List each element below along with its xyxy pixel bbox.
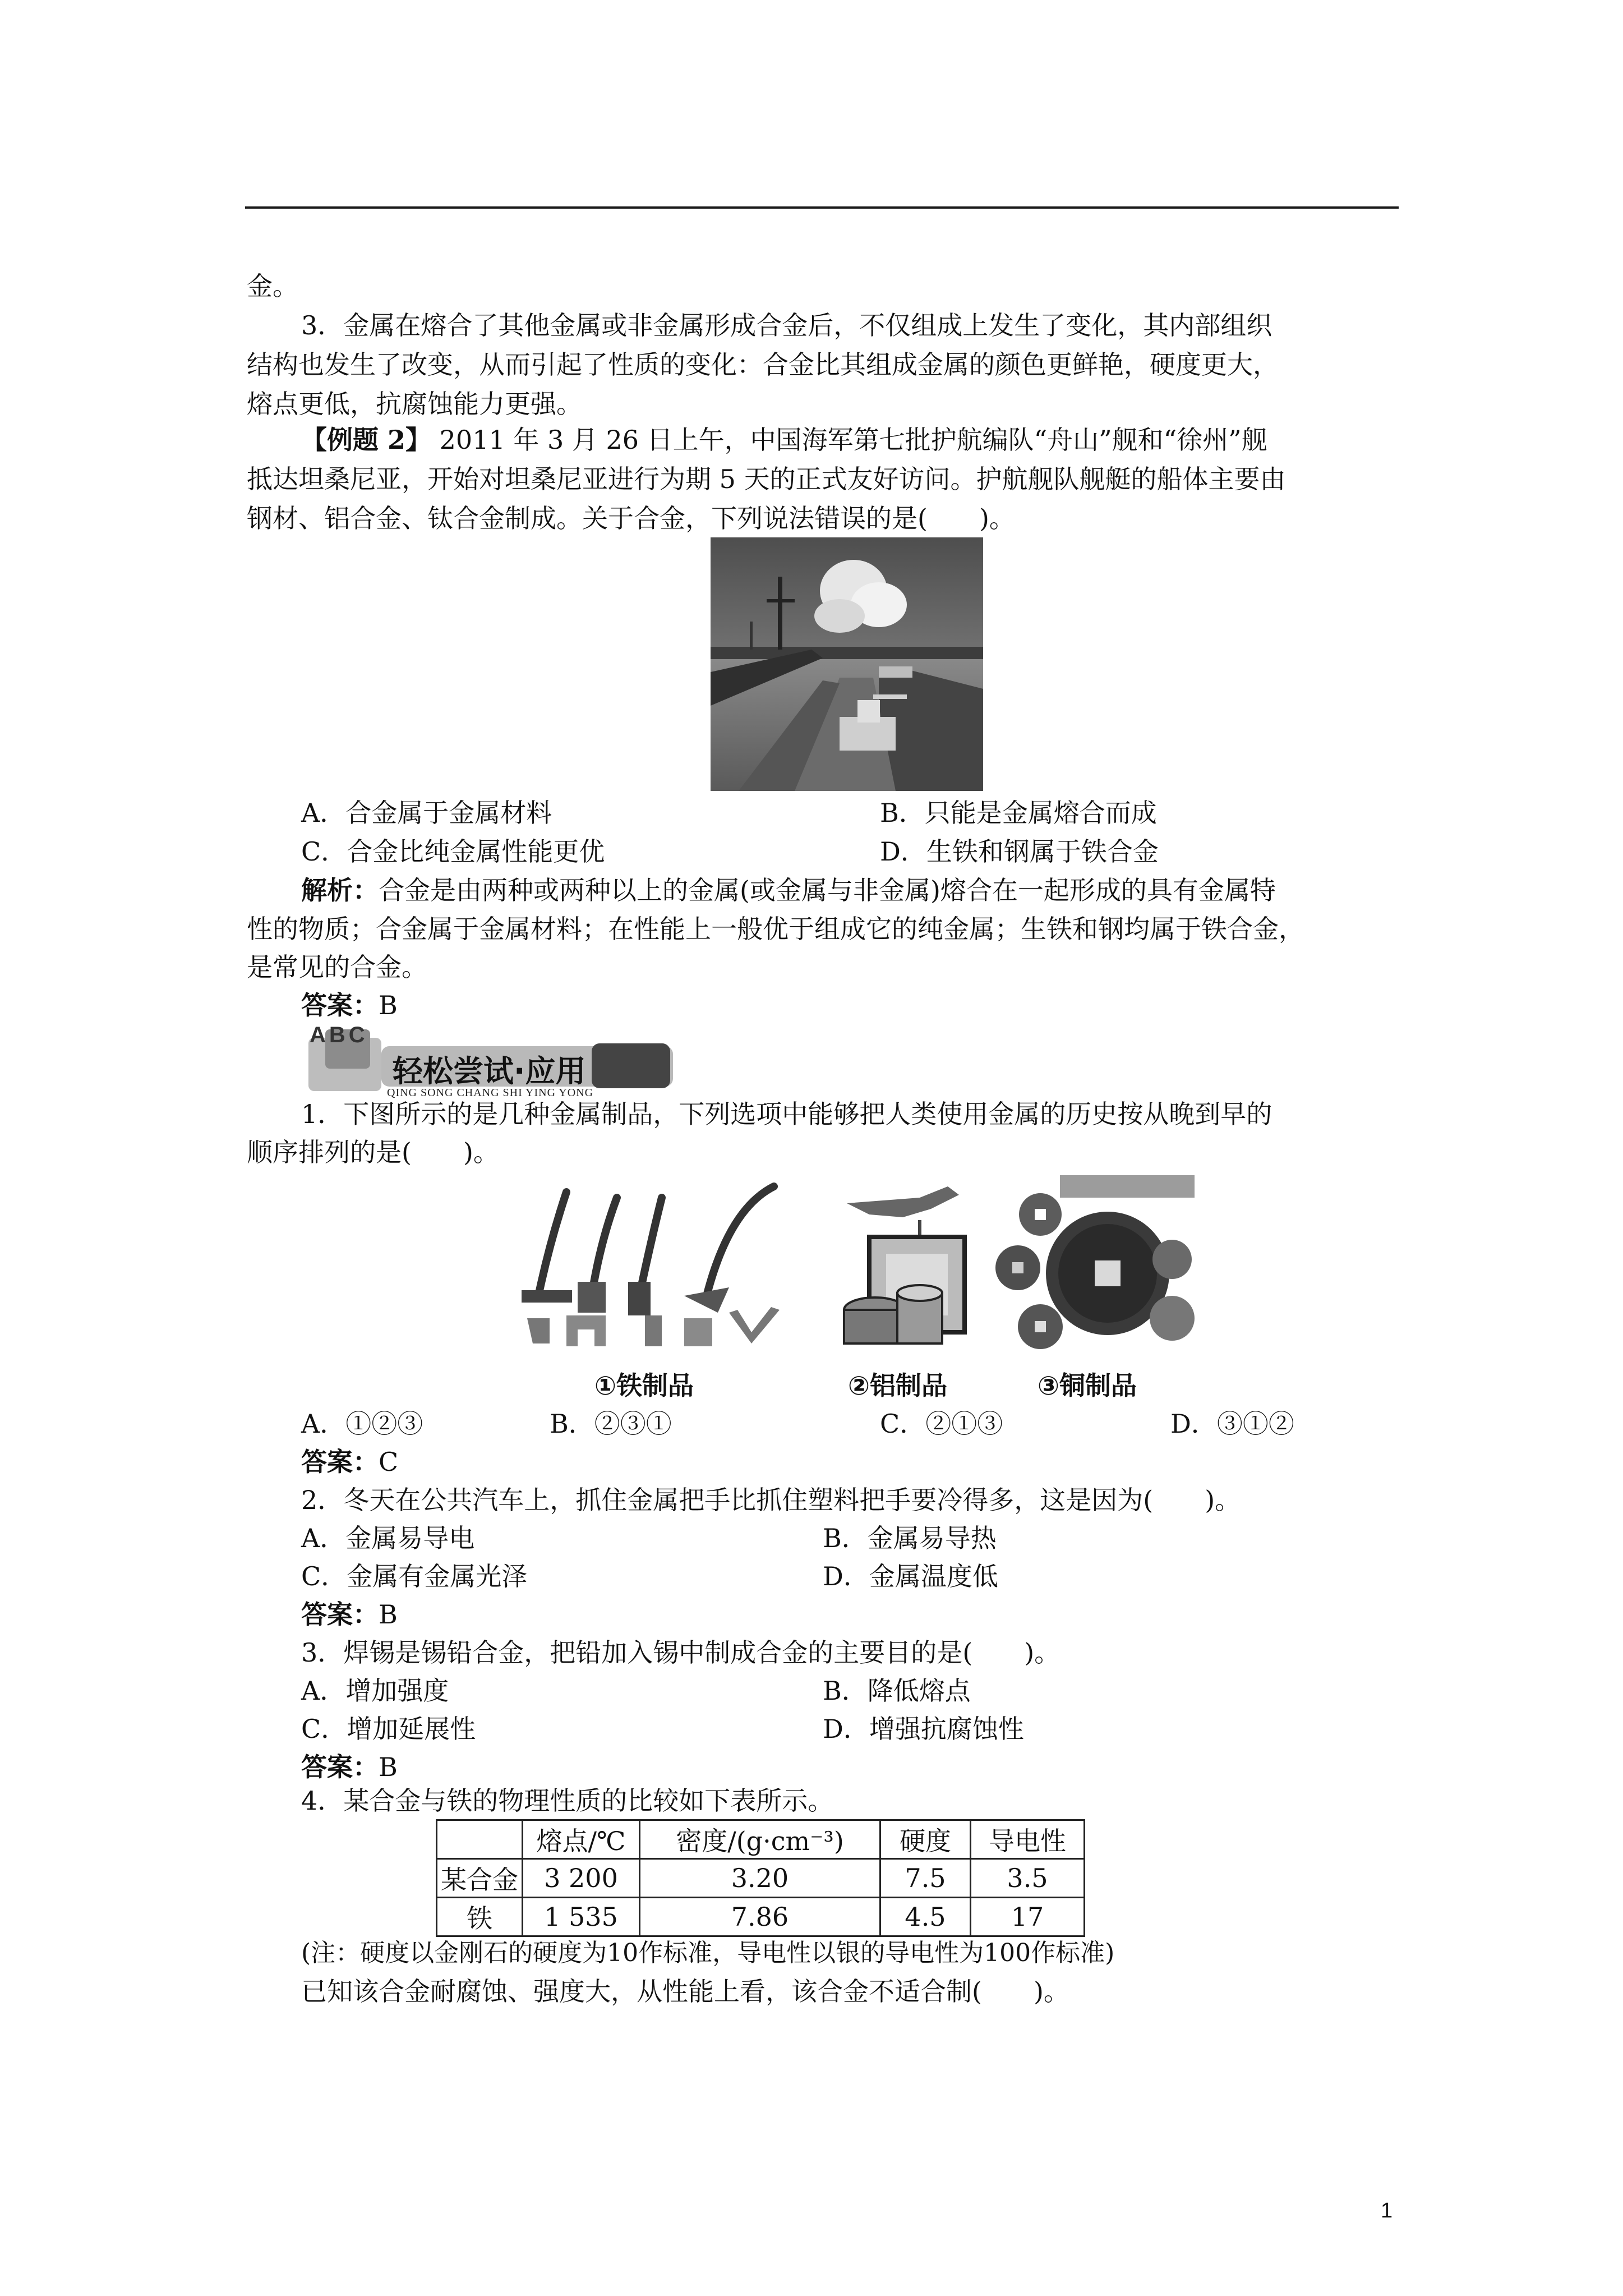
q1-answer-label: 答案： [301,1447,379,1477]
banner-subtitle: QING SONG CHANG SHI YING YONG [387,1087,594,1099]
q2-option-a: A．金属易导电 [301,1523,475,1553]
analysis-line-3: 是常见的合金。 [247,952,427,982]
warship-photo [711,537,983,791]
table-cell: 7.86 [640,1898,880,1936]
header-rule [245,206,1399,209]
table-header-cell: 熔点/℃ [523,1820,640,1859]
example-line-2: 抵达坦桑尼亚，开始对坦桑尼亚进行为期 5 天的正式友好访问。护航舰队舰艇的船体主要由 [247,464,1286,494]
q1-answer [301,1443,398,1481]
intro-line-1: 3．金属在熔合了其他金属或非金属形成合金后，不仅组成上发生了变化，其内部组织 [301,310,1272,341]
copper-coins-figure [987,1175,1195,1366]
q2-option-d: D．金属温度低 [823,1561,998,1591]
table-cell: 7.5 [880,1859,971,1898]
q1-line-1: 1．下图所示的是几种金属制品，下列选项中能够把人类使用金属的历史按从晚到早的 [301,1099,1272,1129]
caption-iron: ①铁制品 [594,1370,694,1401]
table-row [437,1898,1085,1936]
analysis-text-1: 合金是由两种或两种以上的金属(或金属与非金属)熔合在一起形成的具有金属特 [379,875,1276,905]
q3-answer-label: 答案： [301,1752,379,1782]
banner-title: 轻松尝试·应用 [393,1053,586,1089]
table-cell: 铁 [437,1898,523,1936]
aluminum-products-figure [836,1175,987,1366]
table-cell: 4.5 [880,1898,971,1936]
q4-question: 已知该合金耐腐蚀、强度大，从性能上看，该合金不适合制( )。 [301,1976,1069,2007]
analysis-label: 解析： [301,875,379,905]
iron-tools-figure [516,1175,836,1366]
q1-line-2: 顺序排列的是( )。 [247,1137,499,1167]
q3-option-c: C．增加延展性 [301,1714,476,1744]
table-header-cell: 导电性 [971,1820,1085,1859]
table-header-cell: 密度/(g·cm⁻³) [640,1820,880,1859]
section-banner [303,1018,684,1099]
q2-stem: 2．冬天在公共汽车上，抓住金属把手比抓住塑料把手要冷得多，这是因为( )。 [301,1485,1241,1515]
example-option-a: A．合金属于金属材料 [301,798,552,828]
q1-option-d: D．③①② [1170,1409,1294,1439]
q3-option-b: B．降低熔点 [823,1676,971,1706]
table-cell: 3.20 [640,1859,880,1898]
intro-line-0: 金。 [247,271,298,301]
properties-table [436,1819,1085,1937]
q3-answer [301,1748,398,1786]
example-label [301,421,1267,459]
table-header-row [437,1820,1085,1859]
q2-answer [301,1595,398,1634]
q3-stem: 3．焊锡是锡铅合金，把铅加入锡中制成合金的主要目的是( )。 [301,1637,1061,1668]
table-row [437,1859,1085,1898]
q3-answer-value: B [379,1752,398,1782]
table-cell: 1 535 [523,1898,640,1936]
q1-option-c: C．②①③ [880,1409,1003,1439]
q4-stem: 4．某合金与铁的物理性质的比较如下表所示。 [301,1786,834,1816]
q1-option-b: B．②③① [550,1409,672,1439]
analysis-line-2: 性的物质；合金属于金属材料；在性能上一般优于组成它的纯金属；生铁和钢均属于铁合金， [247,914,1304,944]
intro-line-2: 结构也发生了改变，从而引起了性质的变化：合金比其组成金属的颜色更鲜艳，硬度更大， [247,349,1279,380]
table-cell: 某合金 [437,1859,523,1898]
table-header-cell: 硬度 [880,1820,971,1859]
page-number: 1 [1381,2199,1393,2223]
caption-copper: ③铜制品 [1038,1370,1137,1401]
caption-aluminum: ②铝制品 [848,1370,947,1401]
intro-line-3: 熔点更低，抗腐蚀能力更强。 [247,389,582,419]
example-line-1: 2011 年 3 月 26 日上午，中国海军第七批护航编队“舟山”舰和“徐州”舰 [439,425,1267,455]
q4-note: (注：硬度以金刚石的硬度为10作标准，导电性以银的导电性为100作标准) [301,1939,1115,1967]
table-header-cell [437,1820,523,1859]
banner-logo-letters: ABC [310,1023,368,1047]
analysis-line-1 [301,871,1276,909]
q2-answer-value: B [379,1599,398,1630]
q1-option-a: A．①②③ [301,1409,423,1439]
q2-option-c: C．金属有金属光泽 [301,1561,528,1591]
answer-value: B [379,990,398,1020]
table-cell: 3.5 [971,1859,1085,1898]
example-option-b: B．只能是金属熔合而成 [880,798,1157,828]
q3-option-a: A．增加强度 [301,1676,449,1706]
table-cell: 3 200 [523,1859,640,1898]
q2-answer-label: 答案： [301,1599,379,1630]
q2-option-b: B．金属易导热 [823,1523,997,1553]
example-line-3: 钢材、铝合金、钛合金制成。关于合金，下列说法错误的是( )。 [247,503,1015,533]
q3-option-d: D．增强抗腐蚀性 [823,1714,1024,1744]
q1-answer-value: C [379,1447,399,1477]
answer-label: 答案： [301,990,379,1020]
example-option-d: D．生铁和钢属于铁合金 [880,836,1159,867]
example-option-c: C．合金比纯金属性能更优 [301,836,605,867]
example-tag: 【例题 2】 [301,425,432,455]
table-cell: 17 [971,1898,1085,1936]
